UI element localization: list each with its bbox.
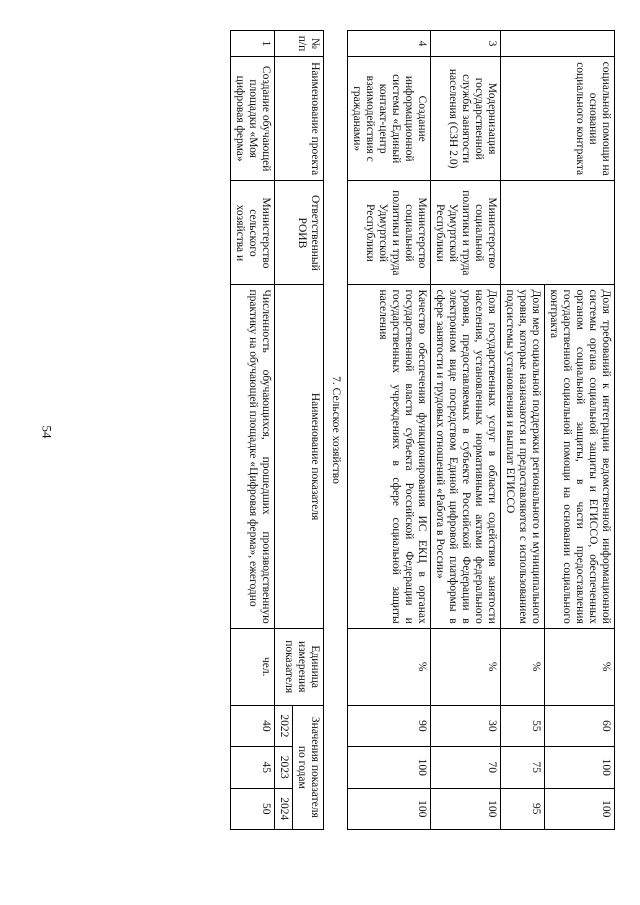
section-row xyxy=(324,31,348,830)
indicator-name: Качество обеспечения функционирования ИС ЕКЦ в органах государственной власти субъекта Российской Федерации и государственных учреждениях в сфере социальной защиты населения xyxy=(348,285,431,628)
value-2024: 95 xyxy=(501,788,545,829)
header-unit: Единица измерения показателя xyxy=(275,628,324,705)
value-2022: 30 xyxy=(431,705,501,746)
indicator-name: Доля государственных услуг в области содействия занятости населения, установленных нормативными актами федерального уровня, предоставляемых в субъекте Российской Федерации в электронном виде посредством Единой цифровой платформы в сфере занятости и трудовых отношений «Работа в России» xyxy=(431,285,501,628)
header-year-2023: 2023 xyxy=(275,747,293,788)
indicator-unit: % xyxy=(501,628,545,705)
value-2024: 50 xyxy=(231,788,275,829)
row-number xyxy=(501,31,615,57)
rotated-page-content xyxy=(55,30,615,830)
value-2022: 40 xyxy=(231,705,275,746)
header-values-group: Значения показателя по годам xyxy=(293,705,324,829)
value-2023: 100 xyxy=(545,747,615,788)
row-number: 4 xyxy=(348,31,431,57)
project-name: Создание обучающей площадки «Моя цифровая ферма» xyxy=(231,57,275,181)
table-row xyxy=(231,31,275,830)
responsible-roiv: Министерство сельского хозяйства и xyxy=(231,181,275,285)
table-row xyxy=(545,31,615,830)
indicator-name: Доля мер социальной поддержки регионального и муниципального уровня, которые назначаются и предоставляются с использованием подсистемы установления и выплат ЕГИССО xyxy=(501,285,545,628)
responsible-roiv xyxy=(501,181,615,285)
header-year-2024: 2024 xyxy=(275,788,293,829)
value-2022: 90 xyxy=(348,705,431,746)
indicator-unit: % xyxy=(431,628,501,705)
value-2023: 70 xyxy=(431,747,501,788)
table-row xyxy=(348,31,431,830)
value-2022: 60 xyxy=(545,705,615,746)
table-row xyxy=(431,31,501,830)
indicators-table xyxy=(230,30,615,830)
value-2024: 100 xyxy=(545,788,615,829)
project-name: Создание информационной системы «Единый контакт-центр взаимодействия с гражданами» xyxy=(348,57,431,181)
header-indicator: Наименование показателя xyxy=(275,285,324,628)
header-num: № п/п xyxy=(275,31,324,57)
indicator-name: Численность обучающихся, прошедших производственную практику на обучающей площадке «Цифровая ферма», ежегодно xyxy=(231,285,275,628)
responsible-roiv: Министерство социальной политики и труда Удмуртской Республики xyxy=(348,181,431,285)
section-title: 7. Сельское хозяйство xyxy=(324,31,348,830)
value-2023: 100 xyxy=(348,747,431,788)
value-2023: 75 xyxy=(501,747,545,788)
value-2022: 55 xyxy=(501,705,545,746)
indicator-unit: % xyxy=(348,628,431,705)
value-2024: 100 xyxy=(431,788,501,829)
table-header-row xyxy=(293,31,324,830)
value-2024: 100 xyxy=(348,788,431,829)
indicator-name: Доля требований к интеграции ведомственной информационной системы органа социальной защиты и ЕГИССО, обеспеченных органом социальной защиты, в части предоставления государственной социальной помощи на основании социального контракта xyxy=(545,285,615,628)
header-year-2022: 2022 xyxy=(275,705,293,746)
page-number: 54 xyxy=(39,425,55,439)
indicator-unit: чел. xyxy=(231,628,275,705)
value-2023: 45 xyxy=(231,747,275,788)
project-name: Модернизация государственной службы занятости населения (СЗН 2.0) xyxy=(431,57,501,181)
project-name: социальной помощи на основании социального контракта xyxy=(501,57,615,181)
row-number: 3 xyxy=(431,31,501,57)
indicator-unit: % xyxy=(545,628,615,705)
responsible-roiv: Министерство социальной политики и труда Удмуртской Республики xyxy=(431,181,501,285)
header-roiv: Ответственный РОИВ xyxy=(275,181,324,285)
row-number: 1 xyxy=(231,31,275,57)
header-project: Наименование проекта xyxy=(275,57,324,181)
